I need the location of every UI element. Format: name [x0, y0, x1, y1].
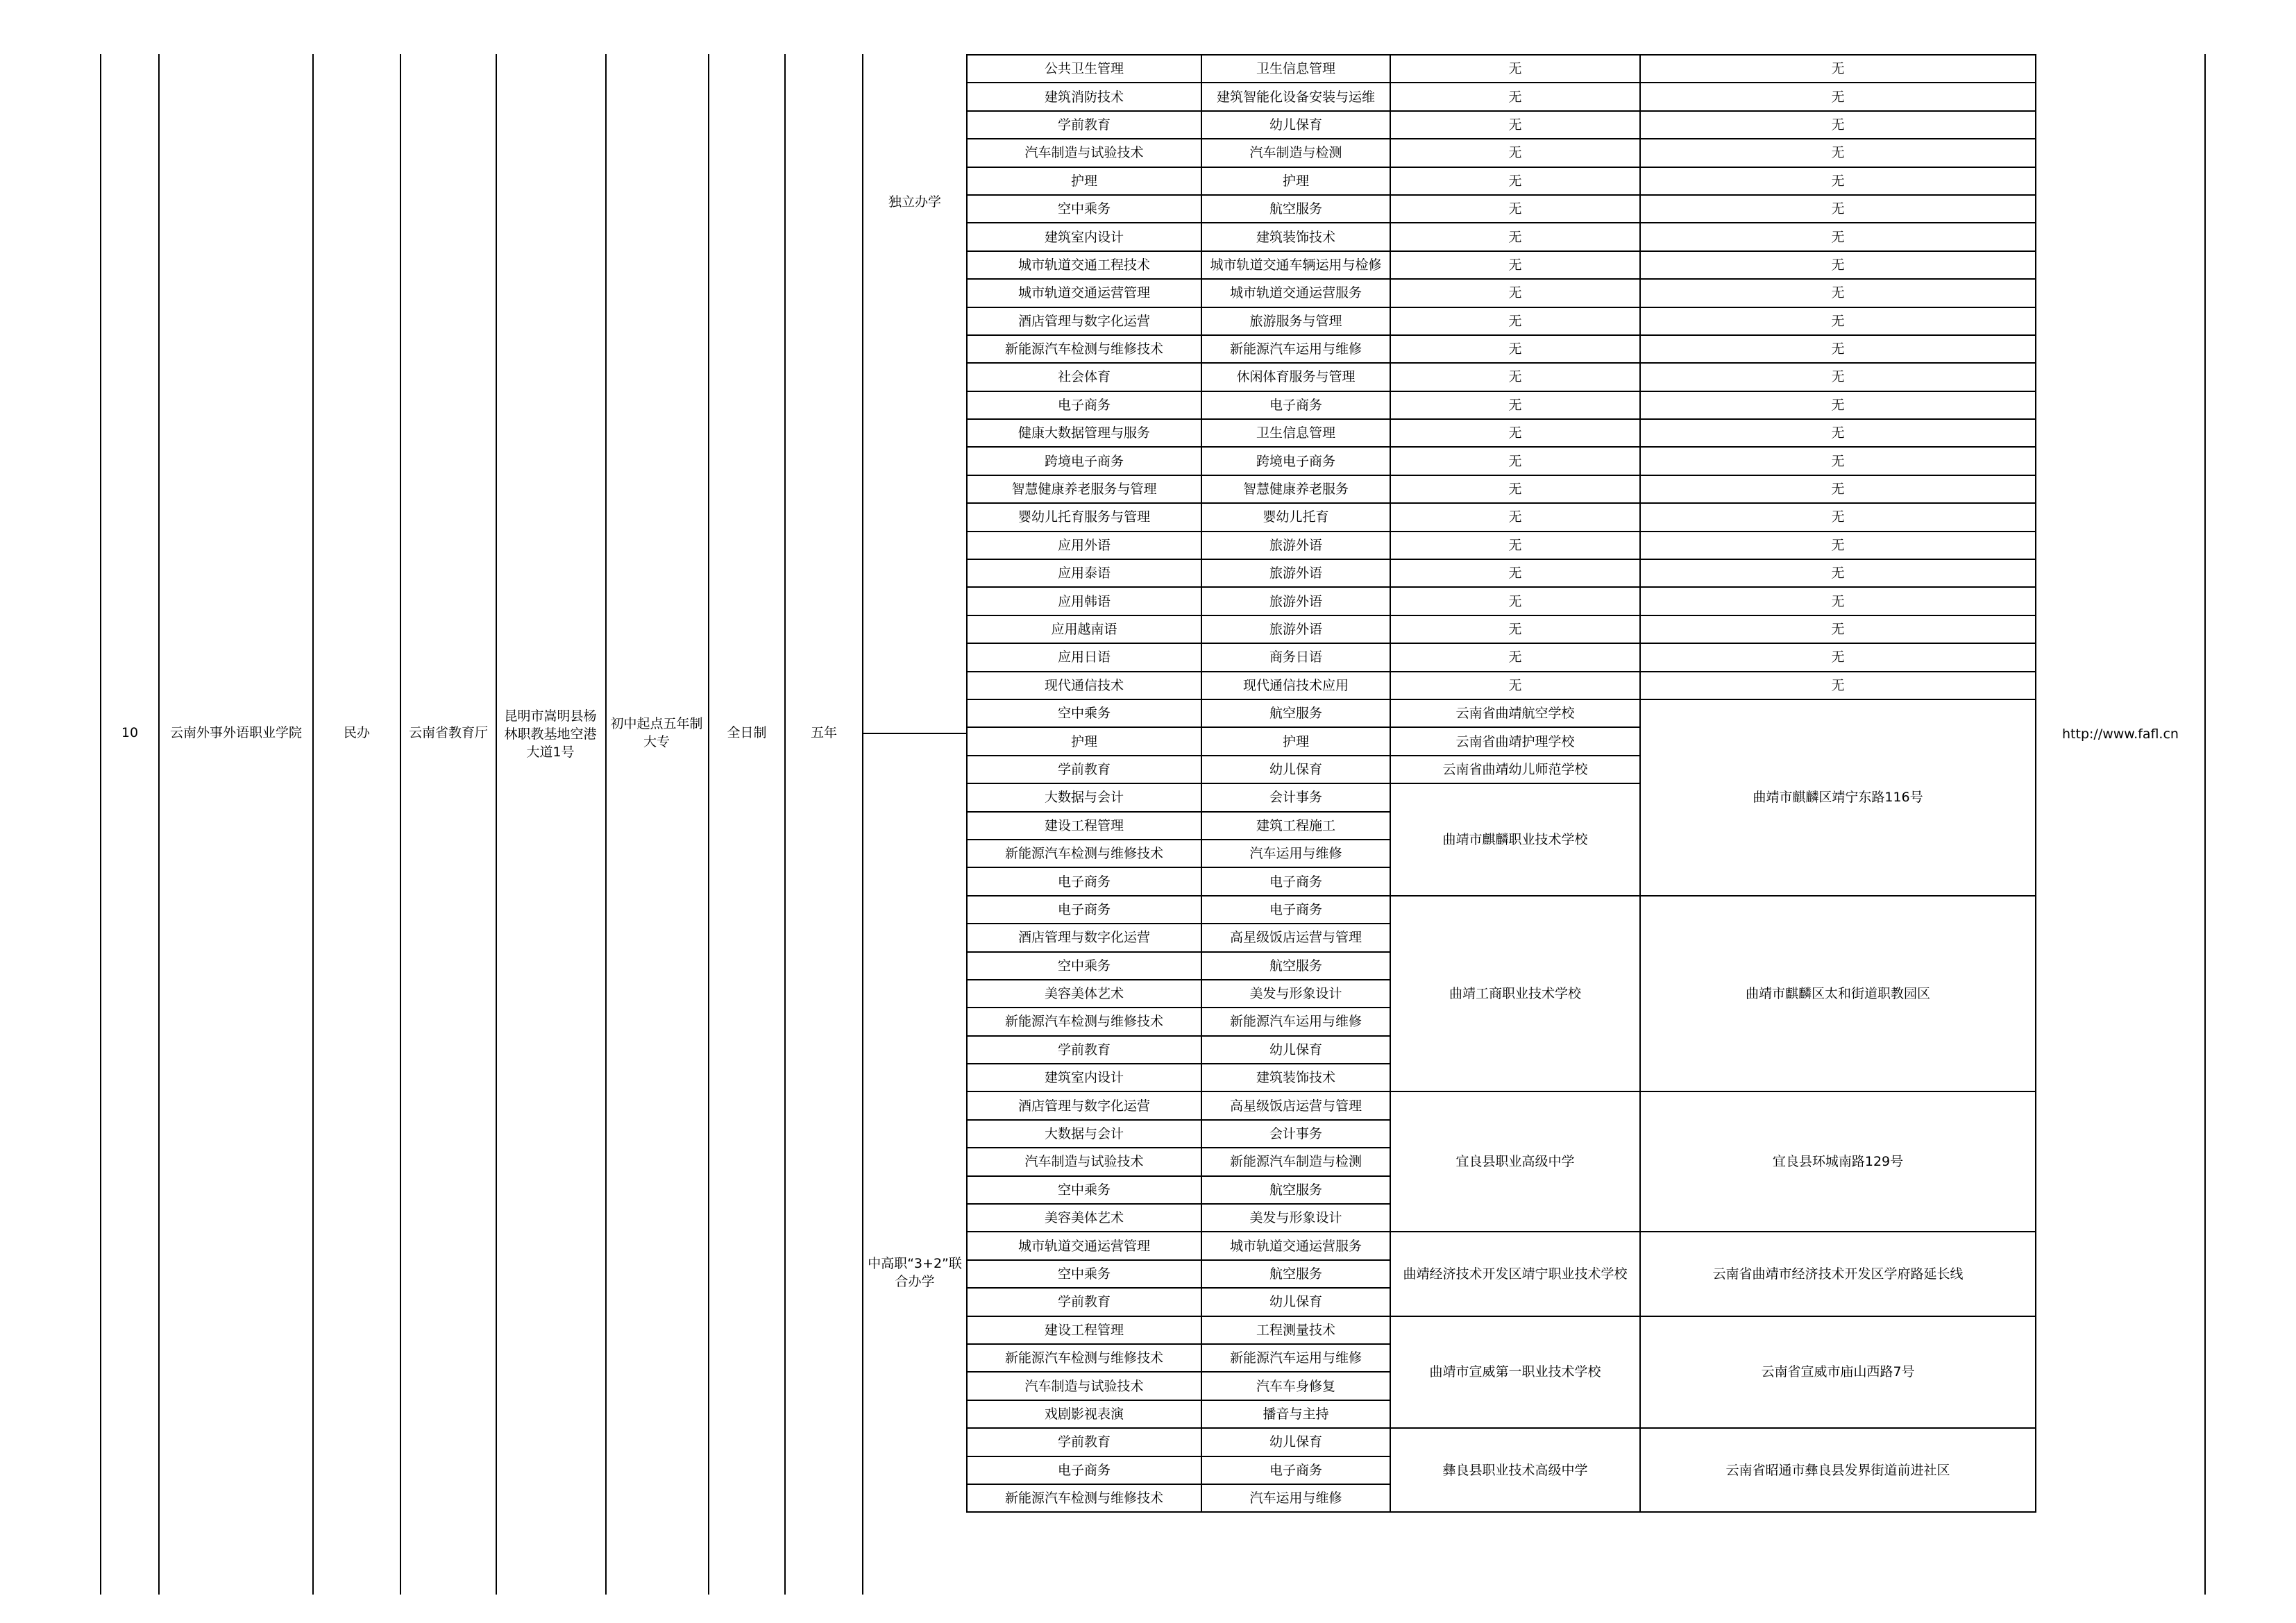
higher-major: 城市轨道交通工程技术 [967, 251, 1201, 279]
higher-major: 城市轨道交通运营管理 [967, 279, 1201, 307]
partner-address: 无 [1640, 447, 2036, 475]
mode-divider [863, 733, 966, 734]
table-row [967, 643, 2036, 671]
table-row [967, 559, 2036, 587]
higher-major: 学前教育 [967, 1428, 1201, 1456]
competent-authority: 云南省教育厅 [408, 725, 488, 740]
partner-school: 无 [1390, 503, 1640, 531]
partner-school: 云南省曲靖航空学校 [1390, 699, 1640, 727]
table-row [967, 363, 2036, 391]
partner-school: 无 [1390, 391, 1640, 419]
partner-address: 云南省昭通市彝良县发界街道前进社区 [1640, 1428, 2036, 1512]
partner-address: 无 [1640, 532, 2036, 559]
higher-major: 酒店管理与数字化运营 [967, 924, 1201, 951]
higher-major: 新能源汽车检测与维修技术 [967, 1008, 1201, 1035]
secondary-major: 汽车运用与维修 [1201, 1484, 1390, 1512]
table-row [967, 279, 2036, 307]
partner-address: 无 [1640, 335, 2036, 363]
table-row [967, 335, 2036, 363]
higher-major: 美容美体艺术 [967, 980, 1201, 1008]
higher-major: 应用泰语 [967, 559, 1201, 587]
partner-address: 无 [1640, 251, 2036, 279]
partner-address: 无 [1640, 559, 2036, 587]
partner-school: 无 [1390, 223, 1640, 250]
table-row [967, 1232, 2036, 1259]
partner-school: 无 [1390, 615, 1640, 643]
secondary-major: 幼儿保育 [1201, 111, 1390, 139]
higher-major: 跨境电子商务 [967, 447, 1201, 475]
partner-school: 宜良县职业高级中学 [1390, 1091, 1640, 1232]
secondary-major: 航空服务 [1201, 1260, 1390, 1288]
table-row [967, 419, 2036, 447]
partner-school: 无 [1390, 55, 1640, 83]
secondary-major: 电子商务 [1201, 391, 1390, 419]
secondary-major: 护理 [1201, 727, 1390, 755]
higher-major: 智慧健康养老服务与管理 [967, 475, 1201, 503]
column-line [605, 54, 607, 1595]
secondary-major: 建筑智能化设备安装与运维 [1201, 83, 1390, 110]
secondary-major: 会计事务 [1201, 1120, 1390, 1148]
secondary-major: 幼儿保育 [1201, 1036, 1390, 1064]
secondary-major: 幼儿保育 [1201, 1288, 1390, 1316]
higher-major: 新能源汽车检测与维修技术 [967, 840, 1201, 867]
secondary-major: 航空服务 [1201, 195, 1390, 223]
partner-school: 无 [1390, 419, 1640, 447]
higher-major: 汽车制造与试验技术 [967, 139, 1201, 167]
partner-school: 无 [1390, 643, 1640, 671]
higher-major: 大数据与会计 [967, 783, 1201, 811]
program-level: 初中起点五年制大专 [610, 716, 703, 749]
partner-address: 无 [1640, 363, 2036, 391]
partner-school: 无 [1390, 195, 1640, 223]
higher-major: 空中乘务 [967, 195, 1201, 223]
higher-major: 新能源汽车检测与维修技术 [967, 335, 1201, 363]
higher-major: 健康大数据管理与服务 [967, 419, 1201, 447]
partner-school: 无 [1390, 251, 1640, 279]
higher-major: 学前教育 [967, 1036, 1201, 1064]
higher-major: 护理 [967, 167, 1201, 195]
secondary-major: 城市轨道交通运营服务 [1201, 1232, 1390, 1259]
partner-school: 无 [1390, 447, 1640, 475]
secondary-major: 卫生信息管理 [1201, 419, 1390, 447]
secondary-major: 航空服务 [1201, 699, 1390, 727]
column-line [312, 54, 314, 1595]
table-row [967, 251, 2036, 279]
mode-independent: 独立办学 [888, 194, 941, 210]
partner-address: 无 [1640, 167, 2036, 195]
table-row [967, 139, 2036, 167]
partner-address: 无 [1640, 139, 2036, 167]
secondary-major: 汽车车身修复 [1201, 1372, 1390, 1400]
higher-major: 学前教育 [967, 111, 1201, 139]
table-row [967, 83, 2036, 110]
partner-address: 无 [1640, 475, 2036, 503]
secondary-major: 城市轨道交通车辆运用与检修 [1201, 251, 1390, 279]
secondary-major: 旅游外语 [1201, 559, 1390, 587]
higher-major: 美容美体艺术 [967, 1204, 1201, 1232]
partner-school: 曲靖市麒麟职业技术学校 [1390, 783, 1640, 896]
higher-major: 现代通信技术 [967, 672, 1201, 699]
secondary-major: 电子商务 [1201, 867, 1390, 895]
website: http://www.fafl.cn [2062, 726, 2179, 742]
partner-school: 无 [1390, 83, 1640, 110]
higher-major: 婴幼儿托育服务与管理 [967, 503, 1201, 531]
column-line [862, 54, 863, 1595]
higher-major: 社会体育 [967, 363, 1201, 391]
secondary-major: 电子商务 [1201, 1456, 1390, 1484]
higher-major: 空中乘务 [967, 699, 1201, 727]
partner-address: 无 [1640, 55, 2036, 83]
secondary-major: 高星级饭店运营与管理 [1201, 1091, 1390, 1119]
column-line [158, 54, 160, 1595]
partner-school: 曲靖工商职业技术学校 [1390, 896, 1640, 1092]
secondary-major: 汽车运用与维修 [1201, 840, 1390, 867]
partner-address: 云南省宣威市庙山西路7号 [1640, 1316, 2036, 1429]
secondary-major: 幼儿保育 [1201, 756, 1390, 783]
partner-address: 无 [1640, 307, 2036, 335]
institution-type: 民办 [343, 725, 370, 740]
higher-major: 空中乘务 [967, 1260, 1201, 1288]
table-row [967, 223, 2036, 250]
secondary-major: 美发与形象设计 [1201, 980, 1390, 1008]
higher-major: 学前教育 [967, 1288, 1201, 1316]
higher-major: 建筑室内设计 [967, 1064, 1201, 1091]
secondary-major: 建筑工程施工 [1201, 812, 1390, 840]
secondary-major: 旅游外语 [1201, 532, 1390, 559]
partner-address: 无 [1640, 503, 2036, 531]
major-table [966, 54, 2036, 1513]
higher-major: 建筑消防技术 [967, 83, 1201, 110]
secondary-major: 汽车制造与检测 [1201, 139, 1390, 167]
partner-address: 无 [1640, 615, 2036, 643]
higher-major: 电子商务 [967, 867, 1201, 895]
secondary-major: 城市轨道交通运营服务 [1201, 279, 1390, 307]
table-row [967, 195, 2036, 223]
secondary-major: 新能源汽车制造与检测 [1201, 1148, 1390, 1175]
table-row [967, 672, 2036, 699]
partner-address: 无 [1640, 643, 2036, 671]
partner-address: 无 [1640, 587, 2036, 615]
higher-major: 汽车制造与试验技术 [967, 1372, 1201, 1400]
higher-major: 戏剧影视表演 [967, 1400, 1201, 1428]
study-duration: 五年 [810, 725, 837, 740]
seq-number: 10 [121, 725, 139, 740]
column-line [400, 54, 401, 1595]
secondary-major: 建筑装饰技术 [1201, 1064, 1390, 1091]
higher-major: 护理 [967, 727, 1201, 755]
partner-address: 云南省曲靖市经济技术开发区学府路延长线 [1640, 1232, 2036, 1316]
partner-school: 无 [1390, 672, 1640, 699]
partner-school: 无 [1390, 587, 1640, 615]
higher-major: 建筑室内设计 [967, 223, 1201, 250]
higher-major: 新能源汽车检测与维修技术 [967, 1344, 1201, 1372]
table-row [967, 391, 2036, 419]
table-row [967, 1316, 2036, 1344]
table-row [967, 447, 2036, 475]
partner-address: 宜良县环城南路129号 [1640, 1091, 2036, 1232]
partner-address: 曲靖市麒麟区太和街道职教园区 [1640, 896, 2036, 1092]
column-line [100, 54, 101, 1595]
secondary-major: 跨境电子商务 [1201, 447, 1390, 475]
higher-major: 电子商务 [967, 896, 1201, 924]
table-row [967, 532, 2036, 559]
secondary-major: 新能源汽车运用与维修 [1201, 1008, 1390, 1035]
partner-school: 云南省曲靖护理学校 [1390, 727, 1640, 755]
table-row [967, 699, 2036, 727]
table-row [967, 475, 2036, 503]
secondary-major: 建筑装饰技术 [1201, 223, 1390, 250]
higher-major: 应用越南语 [967, 615, 1201, 643]
table-row [967, 503, 2036, 531]
mode-joint: 中高职“3+2”联合办学 [868, 1256, 962, 1289]
partner-school: 无 [1390, 335, 1640, 363]
partner-address: 无 [1640, 195, 2036, 223]
partner-school: 彝良县职业技术高级中学 [1390, 1428, 1640, 1512]
partner-school: 无 [1390, 167, 1640, 195]
secondary-major: 航空服务 [1201, 952, 1390, 980]
secondary-major: 美发与形象设计 [1201, 1204, 1390, 1232]
partner-address: 无 [1640, 391, 2036, 419]
higher-major: 电子商务 [967, 391, 1201, 419]
partner-address: 无 [1640, 111, 2036, 139]
partner-school: 云南省曲靖幼儿师范学校 [1390, 756, 1640, 783]
partner-address: 无 [1640, 83, 2036, 110]
higher-major: 酒店管理与数字化运营 [967, 1091, 1201, 1119]
higher-major: 公共卫生管理 [967, 55, 1201, 83]
partner-address: 曲靖市麒麟区靖宁东路116号 [1640, 699, 2036, 896]
partner-school: 无 [1390, 279, 1640, 307]
secondary-major: 卫生信息管理 [1201, 55, 1390, 83]
higher-major: 大数据与会计 [967, 1120, 1201, 1148]
secondary-major: 护理 [1201, 167, 1390, 195]
higher-major: 新能源汽车检测与维修技术 [967, 1484, 1201, 1512]
column-line [496, 54, 497, 1595]
higher-major: 酒店管理与数字化运营 [967, 307, 1201, 335]
column-line [708, 54, 709, 1595]
secondary-major: 幼儿保育 [1201, 1428, 1390, 1456]
study-form: 全日制 [727, 725, 767, 740]
secondary-major: 新能源汽车运用与维修 [1201, 1344, 1390, 1372]
secondary-major: 新能源汽车运用与维修 [1201, 335, 1390, 363]
secondary-major: 休闲体育服务与管理 [1201, 363, 1390, 391]
secondary-major: 播音与主持 [1201, 1400, 1390, 1428]
table-row [967, 55, 2036, 83]
secondary-major: 旅游外语 [1201, 615, 1390, 643]
table-row [967, 111, 2036, 139]
table-row [967, 1091, 2036, 1119]
secondary-major: 智慧健康养老服务 [1201, 475, 1390, 503]
higher-major: 空中乘务 [967, 952, 1201, 980]
table-row [967, 896, 2036, 924]
table-row [967, 1428, 2036, 1456]
partner-school: 无 [1390, 363, 1640, 391]
secondary-major: 高星级饭店运营与管理 [1201, 924, 1390, 951]
higher-major: 汽车制造与试验技术 [967, 1148, 1201, 1175]
column-line [784, 54, 786, 1595]
secondary-major: 旅游外语 [1201, 587, 1390, 615]
institution-address: 昆明市嵩明县杨林职教基地空港大道1号 [504, 708, 597, 760]
partner-address: 无 [1640, 279, 2036, 307]
higher-major: 学前教育 [967, 756, 1201, 783]
higher-major: 电子商务 [967, 1456, 1201, 1484]
secondary-major: 电子商务 [1201, 896, 1390, 924]
partner-address: 无 [1640, 419, 2036, 447]
secondary-major: 婴幼儿托育 [1201, 503, 1390, 531]
table-row [967, 615, 2036, 643]
secondary-major: 商务日语 [1201, 643, 1390, 671]
higher-major: 建设工程管理 [967, 1316, 1201, 1344]
higher-major: 城市轨道交通运营管理 [967, 1232, 1201, 1259]
partner-address: 无 [1640, 223, 2036, 250]
partner-school: 无 [1390, 111, 1640, 139]
partner-school: 无 [1390, 139, 1640, 167]
institution-name: 云南外事外语职业学院 [169, 725, 302, 740]
table-row [967, 307, 2036, 335]
higher-major: 应用外语 [967, 532, 1201, 559]
table-row [967, 587, 2036, 615]
partner-school: 曲靖市宣威第一职业技术学校 [1390, 1316, 1640, 1429]
secondary-major: 旅游服务与管理 [1201, 307, 1390, 335]
partner-school: 无 [1390, 559, 1640, 587]
higher-major: 应用韩语 [967, 587, 1201, 615]
higher-major: 应用日语 [967, 643, 1201, 671]
partner-school: 无 [1390, 532, 1640, 559]
column-line [2204, 54, 2206, 1595]
secondary-major: 航空服务 [1201, 1176, 1390, 1204]
higher-major: 建设工程管理 [967, 812, 1201, 840]
partner-school: 无 [1390, 307, 1640, 335]
table-row [967, 167, 2036, 195]
secondary-major: 现代通信技术应用 [1201, 672, 1390, 699]
higher-major: 空中乘务 [967, 1176, 1201, 1204]
partner-school: 无 [1390, 475, 1640, 503]
secondary-major: 会计事务 [1201, 783, 1390, 811]
secondary-major: 工程测量技术 [1201, 1316, 1390, 1344]
partner-school: 曲靖经济技术开发区靖宁职业技术学校 [1390, 1232, 1640, 1316]
partner-address: 无 [1640, 672, 2036, 699]
